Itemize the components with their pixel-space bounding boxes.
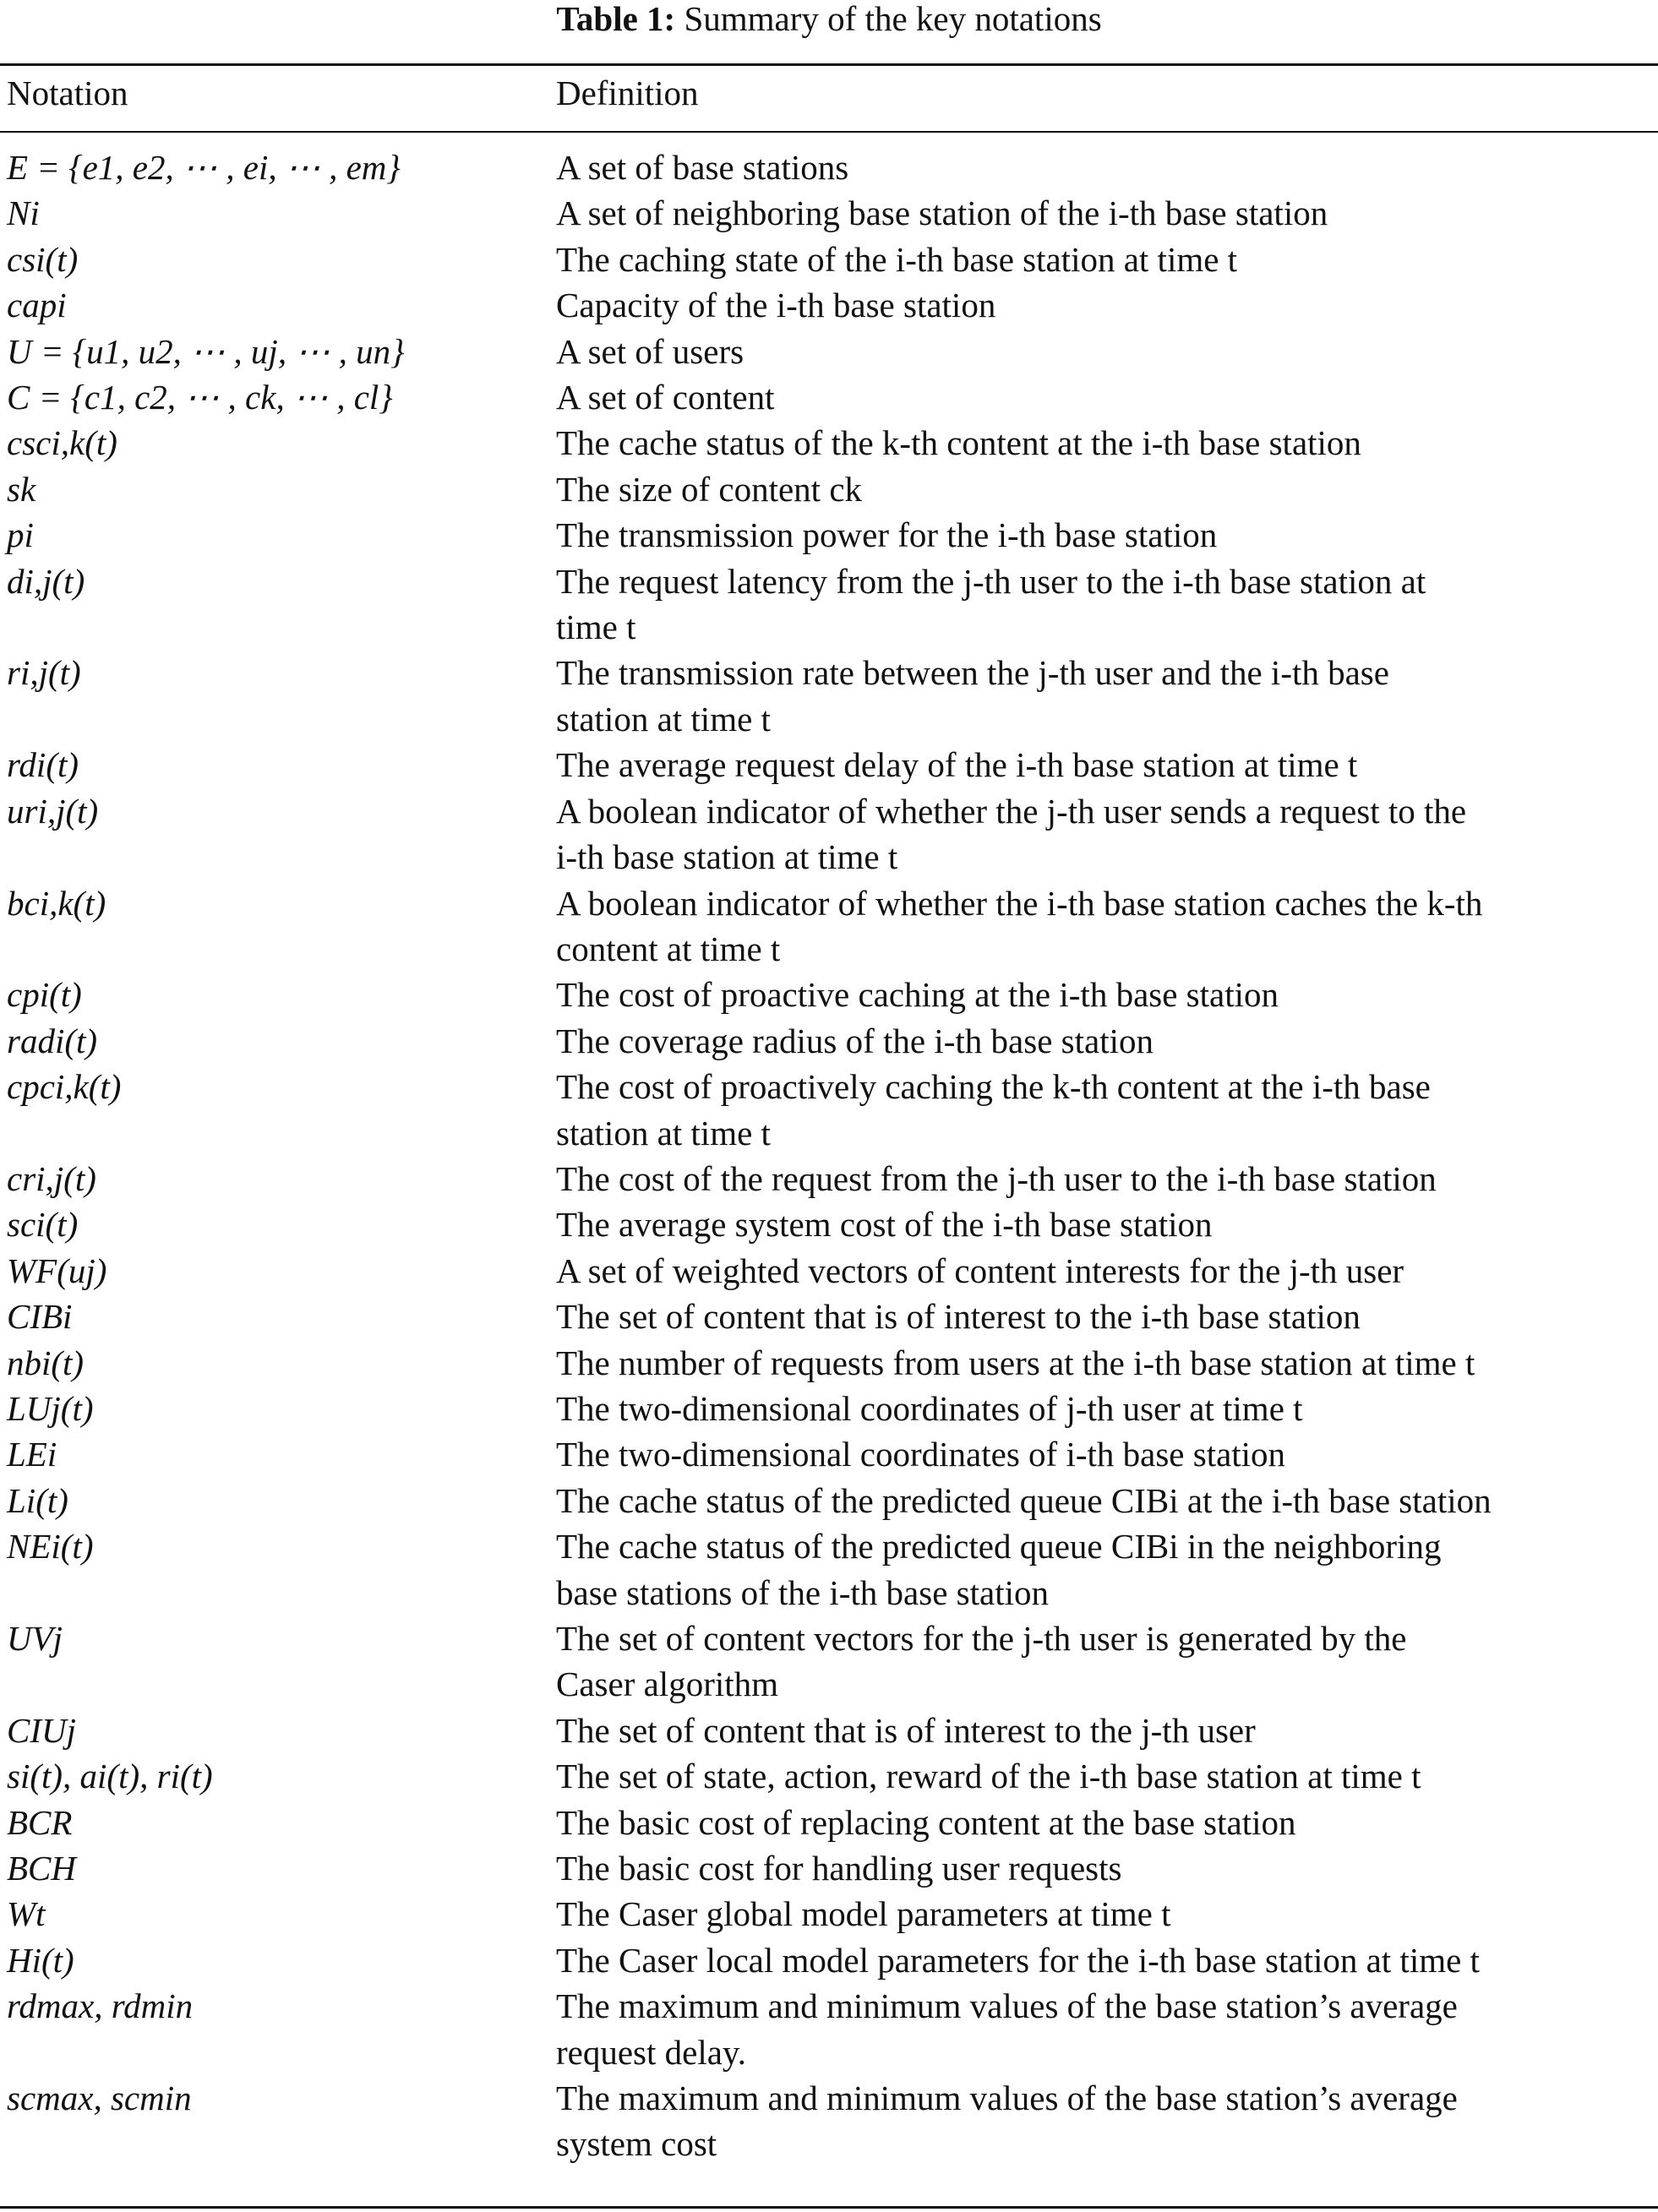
table-row [0, 1753, 1658, 1799]
table-row [0, 650, 1658, 742]
definition-cell: The two-dimensional coordinates of i-th base station [556, 1435, 1286, 1474]
table-row [0, 237, 1658, 282]
table-row [0, 190, 1658, 236]
table-body [0, 144, 1658, 2167]
definition-cell: The set of state, action, reward of the i-th base station at time t [556, 1757, 1421, 1796]
table-row [0, 1018, 1658, 1064]
definition-cell: The basic cost of replacing content at the base station [556, 1802, 1296, 1842]
definition-cell: The cache status of the k-th content at the i-th base station [556, 423, 1361, 463]
table-row [0, 1156, 1658, 1201]
table-row [0, 1983, 1658, 2075]
notation-cell: cpci,k(t) [7, 1067, 122, 1107]
table-caption [0, 0, 1658, 37]
notation-cell: bci,k(t) [7, 883, 106, 923]
table-row [0, 742, 1658, 787]
definition-cell: The average system cost of the i-th base station [556, 1205, 1213, 1245]
definition-cell: The coverage radius of the i-th base station [556, 1021, 1154, 1060]
table-row [0, 1340, 1658, 1386]
notation-cell: ri,j(t) [7, 653, 81, 693]
header-rule [0, 131, 1658, 133]
table-row [0, 558, 1658, 651]
notation-cell: sci(t) [7, 1205, 79, 1245]
table-row [0, 420, 1658, 466]
definition-cell: A set of neighboring base station of the i-th base station [556, 193, 1328, 233]
table-row [0, 972, 1658, 1017]
definition-cell: The number of requests from users at the i-th base station at time t [556, 1343, 1475, 1382]
definition-cell: The transmission rate between the j-th user and the i-th base station at time t [556, 653, 1389, 738]
notation-cell: BCR [7, 1802, 73, 1842]
table-row [0, 466, 1658, 512]
table-row [0, 788, 1658, 880]
definition-cell: A set of users [556, 331, 744, 371]
table-row [0, 374, 1658, 420]
notation-cell: di,j(t) [7, 561, 85, 601]
definition-cell: A set of base stations [556, 148, 849, 187]
table-row [0, 144, 1658, 190]
notation-cell: si(t), ai(t), ri(t) [7, 1757, 213, 1796]
notation-cell: WF(uj) [7, 1250, 107, 1290]
definition-cell: The cost of the request from the j-th user to the i-th base station [556, 1158, 1437, 1198]
table-row [0, 282, 1658, 328]
definition-cell: The two-dimensional coordinates of j-th user at time t [556, 1388, 1303, 1428]
definition-cell: The caching state of the i-th base station at time t [556, 239, 1238, 279]
notation-cell: NEi(t) [7, 1527, 94, 1566]
notation-cell: cpi(t) [7, 975, 82, 1015]
notation-cell: LEi [7, 1435, 57, 1474]
table-row [0, 1800, 1658, 1845]
table-row [0, 1201, 1658, 1247]
table-label: Table 1: [556, 0, 676, 38]
definition-cell: A boolean indicator of whether the i-th base station caches the k-th content at time t [556, 883, 1483, 968]
definition-cell: The cache status of the predicted queue CIBi in the neighboring base stations of the i-th base station [556, 1527, 1442, 1612]
table-row [0, 1708, 1658, 1753]
definition-cell: The set of content that is of interest to the j-th user [556, 1710, 1256, 1750]
table-row [0, 1431, 1658, 1477]
table-row [0, 2075, 1658, 2167]
definition-cell: The maximum and minimum values of the base station’s average request delay. [556, 1986, 1458, 2072]
notation-cell: uri,j(t) [7, 791, 99, 831]
notation-cell: LUj(t) [7, 1388, 94, 1428]
notation-cell: radi(t) [7, 1021, 98, 1060]
definition-cell: The set of content vectors for the j-th user is generated by the Caser algorithm [556, 1619, 1407, 1704]
notation-cell: CIBi [7, 1297, 73, 1337]
notation-cell: pi [7, 515, 34, 555]
definition-cell: The request latency from the j-th user to the i-th base station at time t [556, 561, 1426, 647]
table-caption-text: Summary of the key notations [684, 0, 1102, 38]
notation-cell: capi [7, 286, 67, 325]
definition-cell: The transmission power for the i-th base station [556, 515, 1218, 555]
notation-cell: U = {u1, u2, ⋯ , uj, ⋯ , un} [7, 331, 405, 371]
table-row [0, 329, 1658, 374]
notation-cell: Ni [7, 193, 40, 233]
table-row [0, 1615, 1658, 1708]
notation-cell: Wt [7, 1894, 46, 1934]
definition-cell: The set of content that is of interest to the i-th base station [556, 1297, 1361, 1337]
definition-cell: The cost of proactively caching the k-th content at the i-th base station at time t [556, 1067, 1431, 1152]
notation-cell: Li(t) [7, 1480, 68, 1520]
definition-cell: The size of content ck [556, 469, 863, 509]
definition-cell: The average request delay of the i-th base station at time t [556, 745, 1358, 785]
table-row [0, 1248, 1658, 1294]
notation-cell: csci,k(t) [7, 423, 117, 463]
table-row [0, 1386, 1658, 1431]
definition-cell: The Caser local model parameters for the i-th base station at time t [556, 1940, 1480, 1980]
definition-cell: The basic cost for handling user requests [556, 1849, 1122, 1888]
notation-cell: nbi(t) [7, 1343, 85, 1382]
bottom-rule [0, 2206, 1658, 2209]
notation-cell: cri,j(t) [7, 1158, 96, 1198]
notation-cell: sk [7, 469, 36, 509]
table-row [0, 1891, 1658, 1937]
definition-cell: A boolean indicator of whether the j-th user sends a request to the i-th base station at time t [556, 791, 1467, 877]
notation-cell: Hi(t) [7, 1940, 74, 1980]
notation-cell: scmax, scmin [7, 2079, 192, 2118]
table-row [0, 512, 1658, 558]
table-row [0, 1478, 1658, 1523]
notation-cell: C = {c1, c2, ⋯ , ck, ⋯ , cl} [7, 378, 393, 417]
table-row [0, 1845, 1658, 1891]
notation-cell: csi(t) [7, 239, 79, 279]
definition-cell: A set of weighted vectors of content interests for the j-th user [556, 1250, 1404, 1290]
notation-cell: rdmax, rdmin [7, 1986, 194, 2026]
notation-cell: BCH [7, 1849, 76, 1888]
table-row [0, 1294, 1658, 1339]
top-rule [0, 63, 1658, 66]
definition-cell: A set of content [556, 378, 775, 417]
notation-cell: CIUj [7, 1710, 76, 1750]
notation-cell: rdi(t) [7, 745, 79, 785]
table-row [0, 1064, 1658, 1156]
definition-cell: Capacity of the i-th base station [556, 286, 996, 325]
notation-cell: E = {e1, e2, ⋯ , ei, ⋯ , em} [7, 148, 401, 187]
definition-cell: The cache status of the predicted queue CIBi at the i-th base station [556, 1480, 1492, 1520]
table-row [0, 1937, 1658, 1983]
notation-cell: UVj [7, 1619, 63, 1658]
table-row [0, 1523, 1658, 1615]
column-header-notation: Notation [7, 74, 128, 112]
definition-cell: The cost of proactive caching at the i-th base station [556, 975, 1279, 1015]
column-header-definition: Definition [556, 74, 699, 112]
definition-cell: The maximum and minimum values of the base station’s average system cost [556, 2079, 1458, 2164]
table-row [0, 880, 1658, 973]
definition-cell: The Caser global model parameters at time t [556, 1894, 1171, 1934]
